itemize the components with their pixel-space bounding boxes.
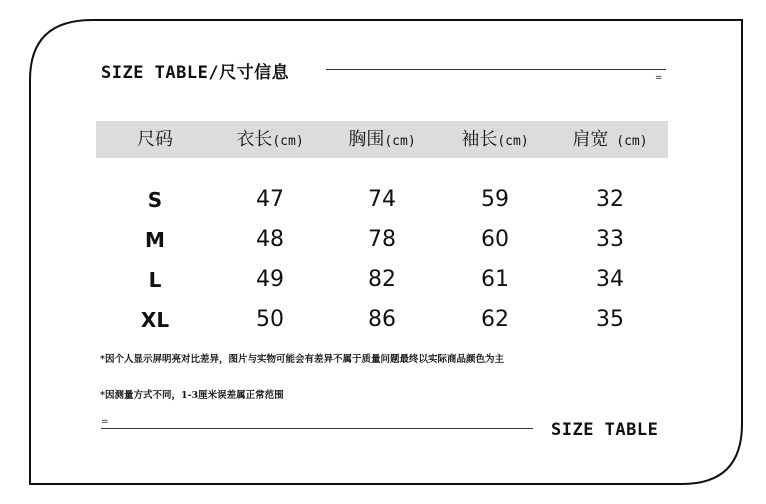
table-row bbox=[96, 180, 668, 220]
column-header-unit: (cm) bbox=[608, 134, 648, 149]
note-display-difference: *因个人显示屏明亮对比差异，图片与实物可能会有差异不属于质量问题最终以实际商品颜色为主 bbox=[100, 354, 504, 365]
cell-chest: 74 bbox=[368, 187, 396, 212]
column-header-sleeve bbox=[438, 121, 552, 158]
cell-shoulder: 35 bbox=[596, 307, 624, 332]
header-mark: = bbox=[655, 73, 663, 83]
column-header-label: 衣长 bbox=[236, 129, 273, 150]
cell-chest: 82 bbox=[368, 267, 396, 292]
column-header-length bbox=[214, 121, 326, 158]
footer-rule bbox=[101, 428, 533, 429]
cell-shoulder: 34 bbox=[596, 267, 624, 292]
column-header-chest bbox=[326, 121, 438, 158]
header-rule bbox=[326, 69, 666, 70]
column-header-shoulder bbox=[552, 121, 668, 158]
cell-size: XL bbox=[140, 308, 170, 332]
column-header-unit: (cm) bbox=[497, 134, 529, 149]
column-header-label: 尺码 bbox=[137, 129, 173, 150]
column-header-label: 胸围 bbox=[348, 129, 385, 150]
column-header-label: 肩宽 bbox=[572, 129, 609, 150]
cell-length: 48 bbox=[256, 227, 284, 252]
header-title: SIZE TABLE/尺寸信息 bbox=[101, 63, 290, 83]
footer-title: SIZE TABLE bbox=[551, 420, 659, 440]
column-header-unit: (cm) bbox=[272, 134, 304, 149]
cell-sleeve: 61 bbox=[481, 267, 509, 292]
cell-shoulder: 33 bbox=[596, 227, 624, 252]
footer-mark: = bbox=[101, 417, 109, 427]
cell-size: S bbox=[147, 188, 163, 212]
column-header-label: 袖长 bbox=[461, 129, 498, 150]
table-row bbox=[96, 220, 668, 260]
cell-length: 50 bbox=[256, 307, 284, 332]
cell-chest: 78 bbox=[368, 227, 396, 252]
column-header-size bbox=[96, 121, 214, 158]
cell-length: 47 bbox=[256, 187, 284, 212]
cell-length: 49 bbox=[256, 267, 284, 292]
column-header-unit: (cm) bbox=[384, 134, 416, 149]
cell-chest: 86 bbox=[368, 307, 396, 332]
table-header-row bbox=[96, 121, 668, 158]
cell-size: L bbox=[148, 268, 162, 292]
cell-shoulder: 32 bbox=[596, 187, 624, 212]
note-measurement-tolerance: *因测量方式不同，1-3厘米误差属正常范围 bbox=[100, 390, 284, 401]
cell-sleeve: 59 bbox=[481, 187, 509, 212]
cell-sleeve: 62 bbox=[481, 307, 509, 332]
table-row bbox=[96, 300, 668, 340]
table-row bbox=[96, 260, 668, 300]
cell-size: M bbox=[145, 228, 165, 252]
cell-sleeve: 60 bbox=[481, 227, 509, 252]
